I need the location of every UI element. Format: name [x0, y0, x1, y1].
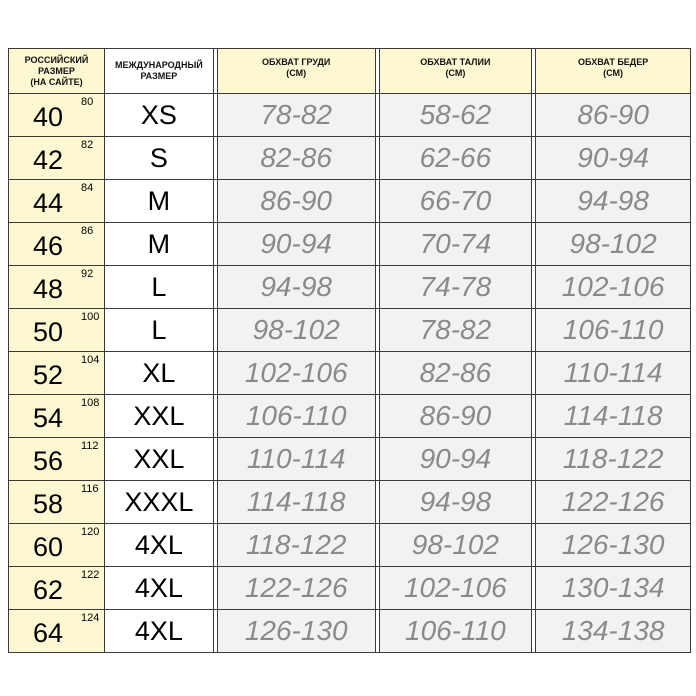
waist-value: 102-106 [380, 567, 533, 610]
ru-size-superscript: 124 [81, 612, 100, 624]
hips-value: 94-98 [536, 180, 691, 223]
waist-value: 106-110 [380, 610, 533, 653]
waist-value: 94-98 [380, 481, 533, 524]
waist-value: 86-90 [380, 395, 533, 438]
ru-size-superscript: 80 [81, 96, 94, 108]
header-hips-line: ОБХВАТ БЕДЕР [577, 57, 649, 67]
ru-size-superscript: 122 [81, 569, 100, 581]
table-row [9, 94, 691, 137]
hips-value: 126-130 [536, 524, 691, 567]
intl-size: XXXL [105, 481, 214, 524]
ru-size: 60 [33, 532, 64, 562]
chest-value: 102-106 [218, 352, 376, 395]
ru-size: 62 [33, 575, 64, 605]
intl-size: XXL [105, 395, 214, 438]
intl-size: L [105, 309, 214, 352]
ru-size-superscript: 82 [81, 139, 94, 151]
ru-size-superscript: 116 [81, 483, 99, 495]
chest-value: 110-114 [218, 438, 376, 481]
ru-size-cell [9, 524, 105, 567]
ru-size: 58 [33, 489, 64, 519]
chest-value: 114-118 [218, 481, 376, 524]
hips-value: 98-102 [536, 223, 691, 266]
chest-value: 118-122 [218, 524, 376, 567]
header-waist [380, 49, 533, 94]
ru-size: 56 [33, 446, 64, 476]
ru-size: 46 [33, 231, 64, 261]
ru-size-cell [9, 567, 105, 610]
table-row [9, 481, 691, 524]
hips-value: 102-106 [536, 266, 691, 309]
intl-size: M [105, 180, 214, 223]
ru-size-cell [9, 352, 105, 395]
ru-size: 42 [33, 145, 64, 175]
ru-size-superscript: 120 [81, 526, 100, 538]
ru-size: 52 [33, 360, 64, 390]
hips-value: 134-138 [536, 610, 691, 653]
hips-value: 118-122 [536, 438, 691, 481]
header-ru-line: (НА САЙТЕ) [30, 76, 83, 87]
hips-value: 130-134 [536, 567, 691, 610]
ru-size: 44 [33, 188, 64, 218]
ru-size-cell [9, 481, 105, 524]
ru-size: 54 [33, 403, 64, 433]
table-row [9, 180, 691, 223]
table-row [9, 266, 691, 309]
intl-size: XS [105, 94, 214, 137]
ru-size-superscript: 84 [81, 182, 94, 194]
ru-size-superscript: 100 [81, 311, 100, 323]
size-chart-table [8, 48, 691, 653]
intl-size: 4XL [105, 524, 214, 567]
header-chest [218, 49, 376, 94]
ru-size: 40 [33, 102, 64, 132]
header-chest-line: ОБХВАТ ГРУДИ [262, 57, 331, 67]
intl-size: L [105, 266, 214, 309]
intl-size: XXL [105, 438, 214, 481]
header-hips [536, 49, 691, 94]
ru-size: 48 [33, 274, 64, 304]
header-ru-line: РАЗМЕР [38, 65, 75, 76]
waist-value: 74-78 [380, 266, 533, 309]
header-waist-line: (СМ) [445, 68, 466, 78]
chest-value: 106-110 [218, 395, 376, 438]
header-row [9, 49, 691, 94]
table-row [9, 524, 691, 567]
hips-value: 122-126 [536, 481, 691, 524]
hips-value: 106-110 [536, 309, 691, 352]
ru-size-superscript: 112 [81, 440, 99, 452]
waist-value: 90-94 [380, 438, 533, 481]
ru-size-cell [9, 610, 105, 653]
table-row [9, 309, 691, 352]
header-chest-line: (СМ) [286, 68, 307, 78]
ru-size-cell [9, 395, 105, 438]
table-row [9, 438, 691, 481]
ru-size-superscript: 104 [81, 354, 100, 366]
table-row [9, 567, 691, 610]
header-intl-size [105, 49, 214, 94]
waist-value: 66-70 [380, 180, 533, 223]
ru-size: 64 [33, 618, 64, 648]
header-ru-line: РОССИЙСКИЙ [24, 54, 89, 65]
ru-size-cell [9, 223, 105, 266]
ru-size-superscript: 86 [81, 225, 94, 237]
chest-value: 90-94 [218, 223, 376, 266]
ru-size-cell [9, 309, 105, 352]
intl-size: XL [105, 352, 214, 395]
hips-value: 110-114 [536, 352, 691, 395]
waist-value: 78-82 [380, 309, 533, 352]
chest-value: 86-90 [218, 180, 376, 223]
hips-value: 86-90 [536, 94, 691, 137]
ru-size: 50 [33, 317, 64, 347]
header-hips-line: (СМ) [603, 68, 624, 78]
chest-value: 126-130 [218, 610, 376, 653]
intl-size: S [105, 137, 214, 180]
table-row [9, 352, 691, 395]
waist-value: 98-102 [380, 524, 533, 567]
chest-value: 94-98 [218, 266, 376, 309]
header-intl-line: РАЗМЕР [140, 71, 178, 81]
chest-value: 122-126 [218, 567, 376, 610]
ru-size-superscript: 108 [81, 397, 100, 409]
ru-size-superscript: 92 [81, 268, 94, 280]
intl-size: 4XL [105, 567, 214, 610]
waist-value: 82-86 [380, 352, 533, 395]
chest-value: 78-82 [218, 94, 376, 137]
ru-size-cell [9, 438, 105, 481]
chest-value: 82-86 [218, 137, 376, 180]
header-ru-size [9, 49, 105, 94]
hips-value: 114-118 [536, 395, 691, 438]
table-row [9, 223, 691, 266]
header-intl-line: МЕЖДУНАРОДНЫЙ [115, 60, 203, 70]
waist-value: 70-74 [380, 223, 533, 266]
table-row [9, 137, 691, 180]
chest-value: 98-102 [218, 309, 376, 352]
ru-size-cell [9, 94, 105, 137]
waist-value: 58-62 [380, 94, 533, 137]
table-row [9, 610, 691, 653]
waist-value: 62-66 [380, 137, 533, 180]
ru-size-cell [9, 180, 105, 223]
ru-size-cell [9, 266, 105, 309]
table-row [9, 395, 691, 438]
intl-size: M [105, 223, 214, 266]
hips-value: 90-94 [536, 137, 691, 180]
intl-size: 4XL [105, 610, 214, 653]
ru-size-cell [9, 137, 105, 180]
header-waist-line: ОБХВАТ ТАЛИИ [420, 57, 491, 67]
